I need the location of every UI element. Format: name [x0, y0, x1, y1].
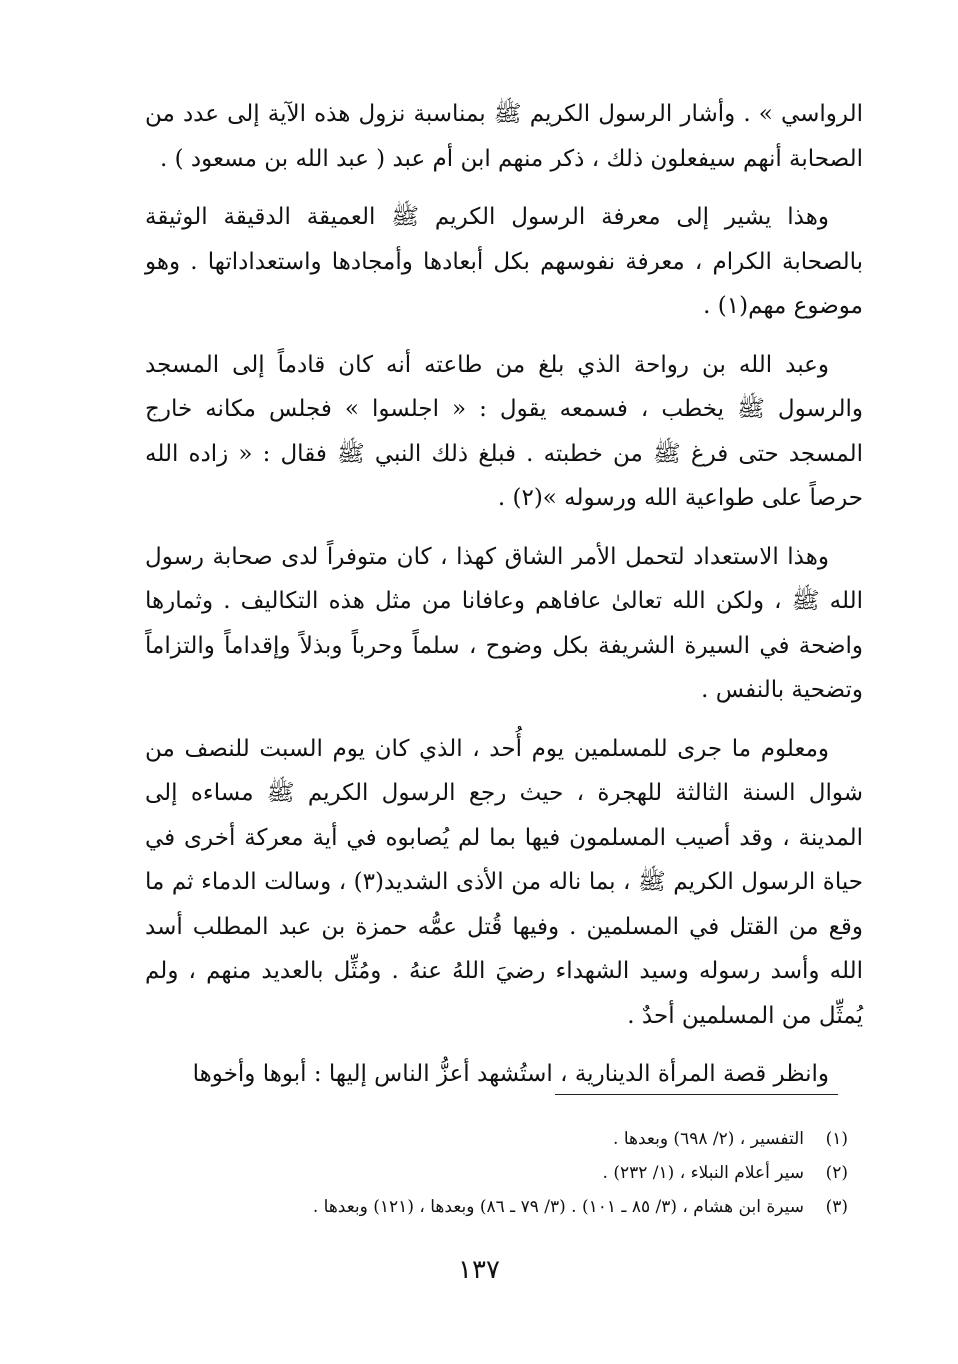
footnote-number: (٢)	[825, 1163, 848, 1183]
paragraph-5: ومعلوم ما جرى للمسلمين يوم أُحد ، الذي كان يوم السبت للنصف من شوال السنة الثالثة للهجرة ، حيث رجع الرسول الكريم ﷺ مساءه إلى المدينة ، وقد أصيب المسلمون فيها بما لم يُصابوه في أية معركة أخرى في حياة الرسول الكريم ﷺ ، بما ناله من الأذى الشديد(٣) ، وسالت الدماء ثم ما وقع من القتل في المسلمين . وفيها قُتل عمُّه حمزة بن عبد المطلب أسد الله وأسد رسوله وسيد الشهداء رضيَ اللهُ عنهُ . ومُثِّل بالعديد منهم ، ولم يُمثِّل من المسلمين أحدٌ .	[145, 735, 863, 1029]
footnote-number: (١)	[825, 1129, 848, 1149]
paragraph-1: الرواسي » . وأشار الرسول الكريم ﷺ بمناسبة نزول هذه الآية إلى عدد من الصحابة أنهم سيفعلون ذلك ، ذكر منهم ابن أم عبد ( عبد الله بن مسعود ) .	[145, 101, 863, 172]
paragraph-2: وهذا يشير إلى معرفة الرسول الكريم ﷺ العميقة الدقيقة الوثيقة بالصحابة الكرام ، معرفة نفوسهم بكل أبعادها وأمجادها واستعداداتها . وهو موضوع مهم(١) .	[145, 204, 863, 319]
page-number: ١٣٧	[458, 1255, 500, 1285]
footnote-separator	[555, 1094, 838, 1095]
footnote-text: سير أعلام النبلاء ، (١/ ٢٣٢) .	[602, 1163, 804, 1183]
footnote-text: التفسير ، (٢/ ٦٩٨) وبعدها .	[613, 1129, 804, 1149]
footnotes	[148, 1122, 848, 1224]
footnote-3	[148, 1190, 848, 1224]
paragraph-3: وعبد الله بن رواحة الذي بلغ من طاعته أنه كان قادماً إلى المسجد والرسول ﷺ يخطب ، فسمعه يقول : « اجلسوا » فجلس مكانه خارج المسجد حتى فرغ ﷺ من خطبته . فبلغ ذلك النبي ﷺ فقال : « زاده الله حرصاً على طواعية الله ورسوله »(٢) .	[145, 351, 863, 511]
paragraph-4: وهذا الاستعداد لتحمل الأمر الشاق كهذا ، كان متوفراً لدى صحابة رسول الله ﷺ ، ولكن الله تعالىٰ عافاهم وعافانا من مثل هذه التكاليف . وثمارها واضحة في السيرة الشريفة بكل وضوح ، سلماً وحرباً وبذلاً وإقداماً والتزاماً وتضحية بالنفس .	[145, 543, 863, 703]
footnote-text: سيرة ابن هشام ، (٣/ ٨٥ ـ ١٠١) . (٣/ ٧٩ ـ ٨٦) وبعدها ، (١٢١) وبعدها .	[312, 1197, 804, 1217]
paragraph-6: وانظر قصة المرأة الدينارية ، استُشهد أعزُّ الناس إليها : أبوها وأخوها	[192, 1061, 829, 1087]
footnote-2	[148, 1156, 848, 1190]
body-text	[145, 92, 863, 1097]
footnote-1	[148, 1122, 848, 1156]
footnote-number: (٣)	[825, 1197, 848, 1217]
